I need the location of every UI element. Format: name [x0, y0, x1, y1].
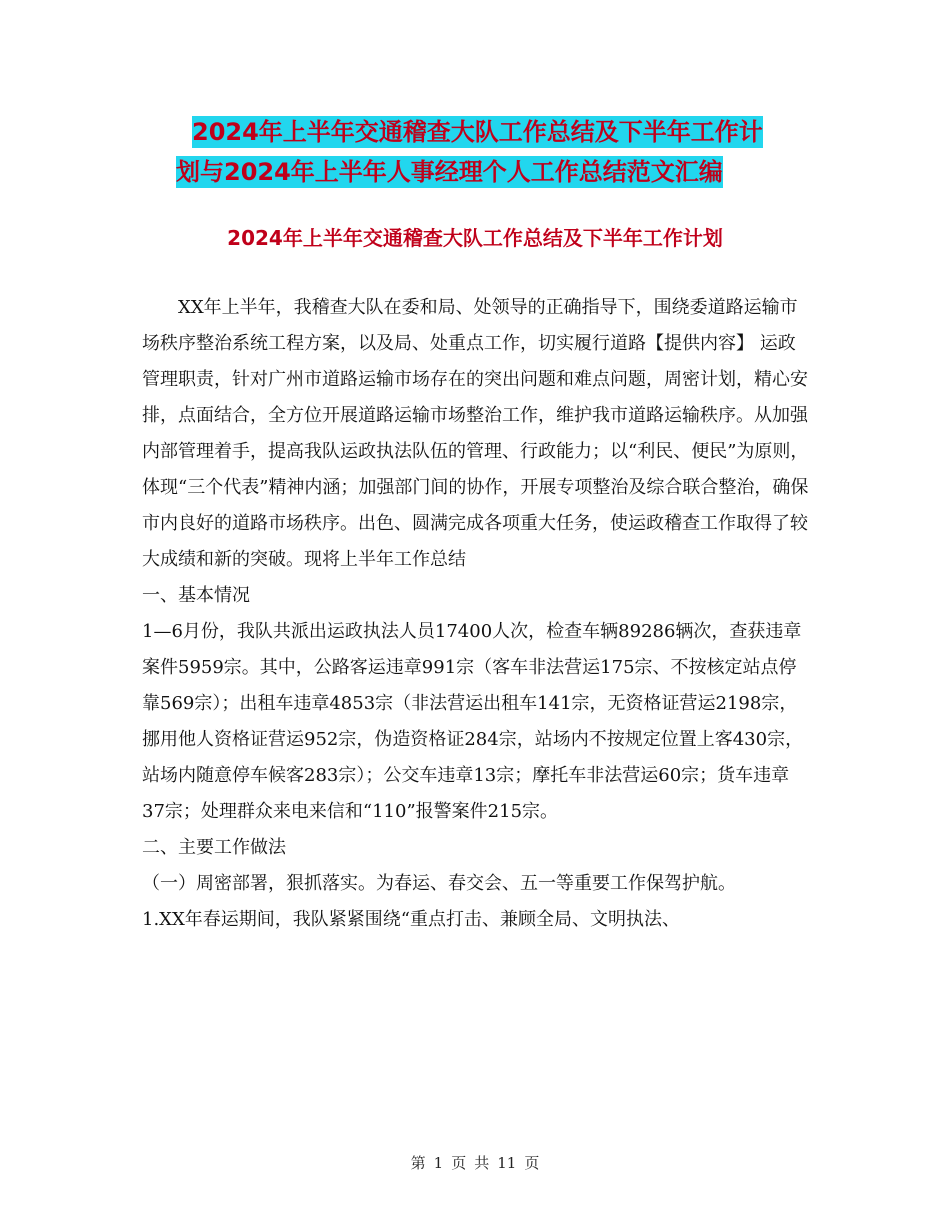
section-title: 2024年上半年交通稽查大队工作总结及下半年工作计划	[227, 226, 723, 250]
footer-total-label: 共	[474, 1154, 490, 1172]
main-title-line-1-text: 2024年上半年交通稽查大队工作总结及下半年工作计	[192, 118, 763, 146]
footer-page-number: 1	[433, 1154, 444, 1172]
paragraph-statistics: 1—6月份，我队共派出运政执法人员17400人次，检查车辆89286辆次，查获违章案件5959宗。其中，公路客运违章991宗（客车非法营运175宗、不按核定站点停靠569宗）；出租车违章4853宗（非法营运出租车141宗，无资格证营运2198宗，挪用他人资格证营运952宗，伪造资格证284宗，站场内不按规定位置上客430宗，站场内随意停车候客283宗）；公交车违章13宗；摩托车非法营运60宗；货车违章37宗；处理群众来电来信和“110”报警案件215宗。	[142, 621, 804, 822]
main-title	[176, 112, 826, 192]
main-title-line-2	[176, 152, 826, 192]
heading-main-work: 二、主要工作做法	[142, 837, 286, 858]
main-title-line-1	[176, 112, 826, 152]
paragraph-spring-transport: 1.XX年春运期间，我队紧紧围绕“重点打击、兼顾全局、文明执法、	[142, 909, 681, 930]
document-body	[142, 290, 812, 938]
paragraph-deployment: （一）周密部署，狠抓落实。为春运、春交会、五一等重要工作保驾护航。	[142, 873, 736, 894]
main-title-line-2-text: 划与2024年上半年人事经理个人工作总结范文汇编	[176, 158, 723, 186]
page-footer	[0, 1153, 950, 1173]
footer-page-label: 第	[410, 1154, 426, 1172]
footer-total-pages: 11	[497, 1154, 517, 1172]
heading-basic-situation: 一、基本情况	[142, 585, 250, 606]
footer-page-unit: 页	[451, 1154, 467, 1172]
paragraph-intro: XX年上半年，我稽查大队在委和局、处领导的正确指导下，围绕委道路运输市场秩序整治系统工程方案，以及局、处重点工作，切实履行道路【提供内容】 运政管理职责，针对广州市道路运输市场存在的突出问题和难点问题，周密计划，精心安排，点面结合，全方位开展道路运输市场整治工作，维护我市道路运输秩序。从加强内部管理着手，提高我队运政执法队伍的管理、行政能力；以“利民、便民”为原则，体现“三个代表”精神内涵；加强部门间的协作，开展专项整治及综合联合整治，确保市内良好的道路市场秩序。出色、圆满完成各项重大任务，使运政稽查工作取得了较大成绩和新的突破。现将上半年工作总结	[142, 297, 809, 570]
footer-total-unit: 页	[524, 1154, 540, 1172]
